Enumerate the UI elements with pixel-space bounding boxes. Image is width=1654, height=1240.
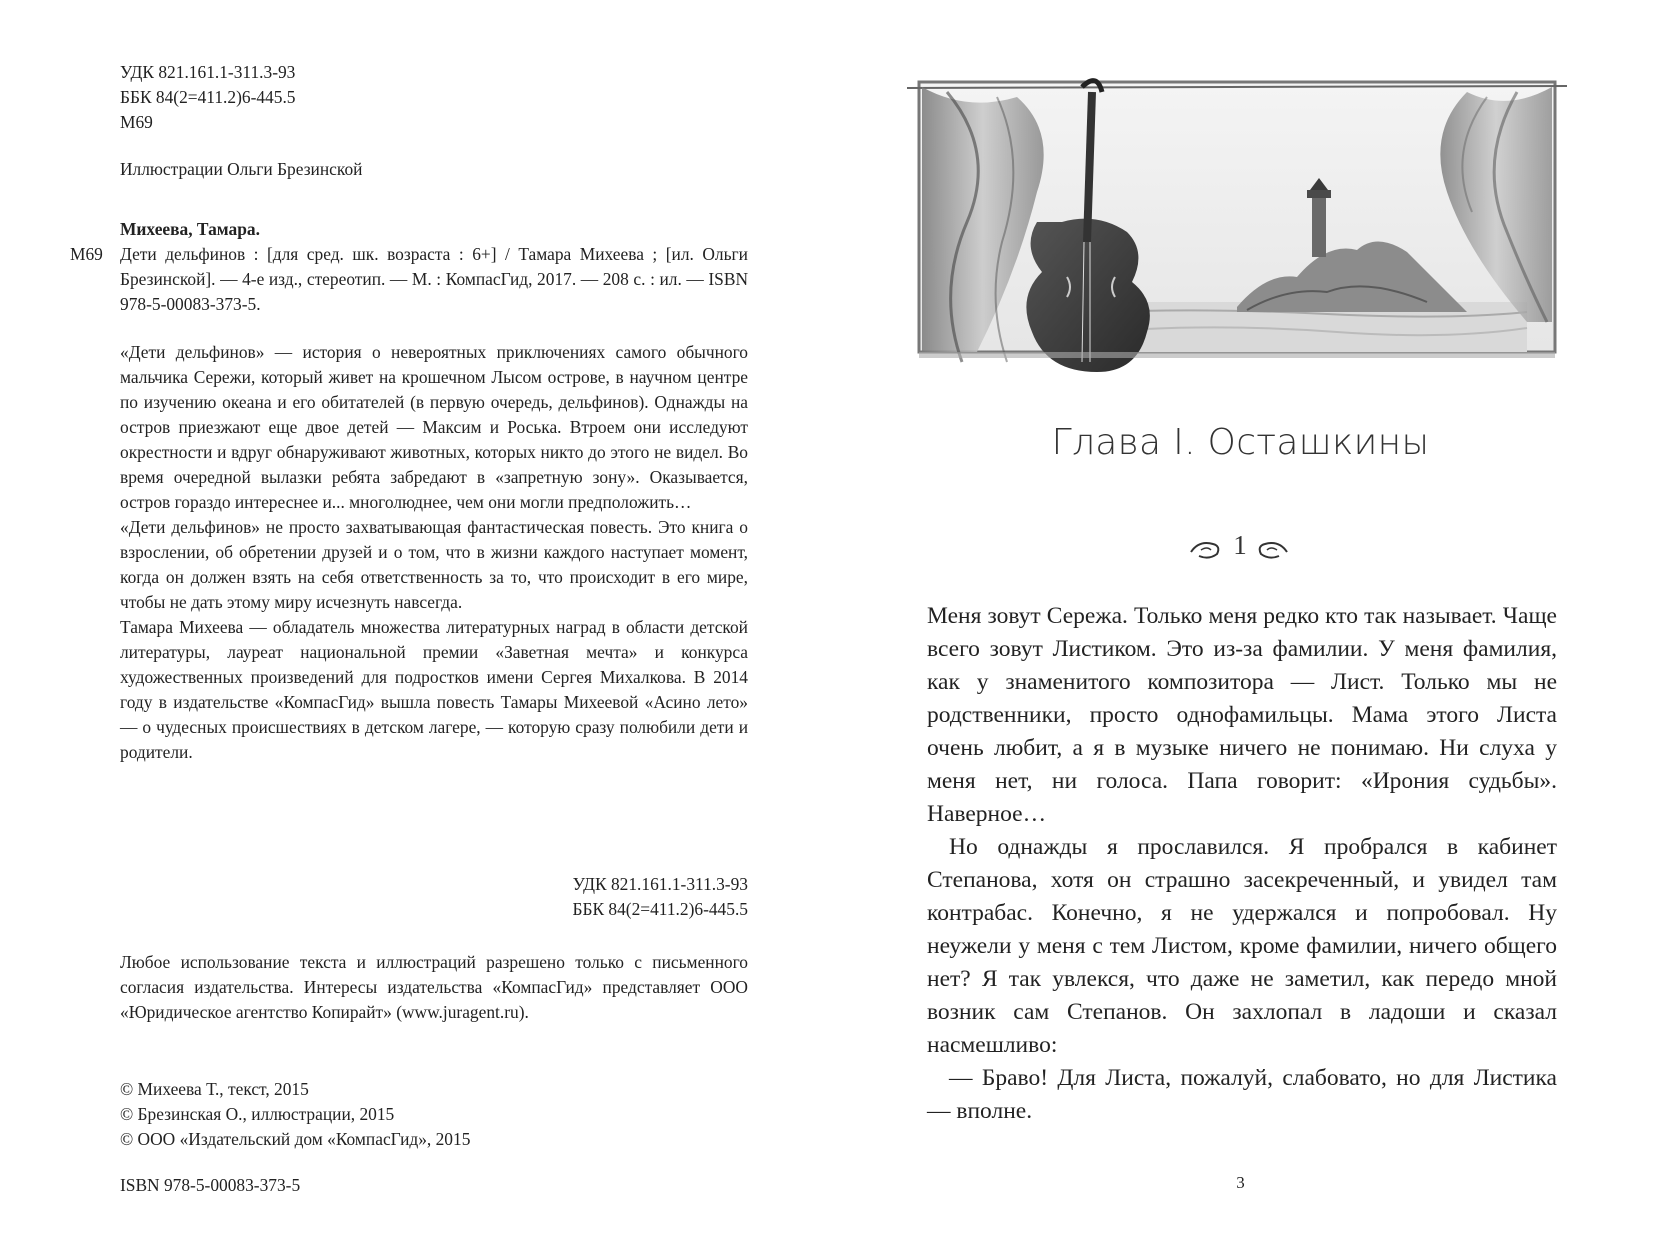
author-mark: М69: [120, 112, 153, 132]
udk-code: УДК 821.161.1-311.3-93: [120, 62, 296, 82]
copyright-line: © Брезинская О., иллюстрации, 2015: [120, 1104, 395, 1124]
annotation-paragraph: «Дети дельфинов» не просто захватывающая фантастическая повесть. Это книга о взрослении, об обретении друзей и о том, что в жизни каждого наступает момент, когда он должен взять на себя ответственность за то, что происходит в его мире, чтобы не дать этому миру исчезнуть навсегда.: [120, 517, 748, 612]
copyright-lines: [120, 1077, 748, 1152]
illustrator-credit: Иллюстрации Ольги Брезинской: [120, 159, 363, 179]
classification-codes-right: [120, 872, 748, 922]
catalog-record: [70, 217, 748, 317]
isbn: ISBN 978-5-00083-373-5: [120, 1175, 301, 1195]
chapter-body: [927, 600, 1557, 1128]
page-number: 3: [1236, 1173, 1245, 1192]
chapter-title: Глава I. Осташкины: [1051, 422, 1430, 463]
catalog-margin-code: М69: [70, 244, 103, 264]
catalog-author: Михеева, Тамара.: [120, 219, 260, 239]
right-page: [827, 0, 1654, 1240]
section-number: 1: [1233, 530, 1247, 560]
annotation-paragraph: Тамара Михеева — обладатель множества литературных наград в области детской литературы, лауреат национальной премии «Заветная мечта» и конкурса художественных произведений для подростков имени Сергея Михалкова. В 2014 году в издательстве «КомпасГид» вышла повесть Тамары Михеевой «Асино лето» — о чудесных происшествиях в детском лагере, — которую сразу полюбили дети и родители.: [120, 617, 748, 762]
bbk-code: ББК 84(2=411.2)6-445.5: [572, 899, 748, 919]
body-paragraph: — Браво! Для Листа, пожалуй, слабовато, но для Листика — вполне.: [927, 1065, 1557, 1124]
annotation: [120, 340, 748, 765]
body-paragraph: Но однажды я прославился. Я пробрался в кабинет Степанова, хотя он страшно засекреченный, и увидел там контрабас. Конечно, я не удержался и попробовал. Ну неужели у меня с тем Листом, кроме фамилии, ничего общего нет? Я так увлекся, что даже не заметил, как передо мной возник сам Степанов. Он захлопал в ладоши и сказал насмешливо:: [927, 834, 1557, 1058]
udk-code: УДК 821.161.1-311.3-93: [572, 874, 748, 894]
copyright-line: © Михеева Т., текст, 2015: [120, 1079, 309, 1099]
catalog-entry: Дети дельфинов : [для сред. шк. возраста : 6+] / Тамара Михеева ; [ил. Ольги Брезинской]. — 4-е изд., стереотип. — М. : КомпасГид, 2017. — 208 с. : ил. — ISBN 978-5-00083-373-5.: [120, 244, 748, 314]
classification-codes: [120, 60, 748, 135]
copyright-line: © ООО «Издательский дом «КомпасГид», 2015: [120, 1129, 471, 1149]
cello-window-lighthouse-illustration: [907, 72, 1567, 384]
bbk-code: ББК 84(2=411.2)6-445.5: [120, 87, 296, 107]
rights-notice: Любое использование текста и иллюстраций разрешено только с письменного согласия издательства. Интересы издательства «КомпасГид» представляет ООО «Юридическое агентство Копирайт» (www.juragent.ru).: [120, 952, 748, 1022]
annotation-paragraph: «Дети дельфинов» — история о невероятных приключениях самого обычного мальчика Сережи, который живет на крошечном Лысом острове, в научном центре по изучению океана и его обитателей (в первую очередь, дельфинов). Однажды на остров приезжают еще двое детей — Максим и Роська. Втроем они исследуют окрестности и вдруг обнаруживают животных, которых никто до этого не видел. Во время очередной вылазки ребята забредают в «запретную зону». Оказывается, остров гораздо интереснее и... многолюднее, чем они могли предположить…: [120, 342, 748, 512]
body-paragraph: Меня зовут Сережа. Только меня редко кто так называет. Чаще всего зовут Листиком. Это из-за фамилии. У меня фамилия, как у знаменитого композитора — Лист. Только мы не родственники, просто однофамильцы. Мама этого Листа очень любит, а я в музыке ничего не понимаю. Ни слуха у меня нет, ни голоса. Папа говорит: «Ирония судьбы». Наверное…: [927, 603, 1557, 827]
